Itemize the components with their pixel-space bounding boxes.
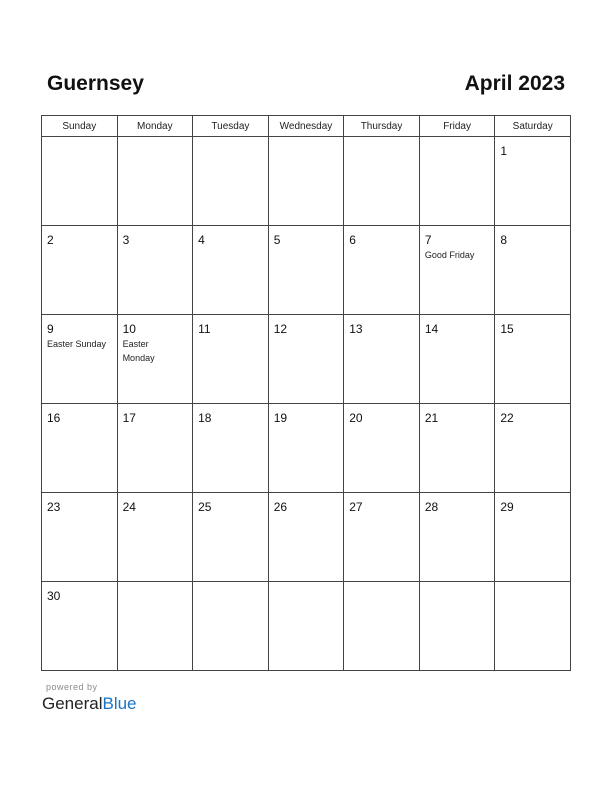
day-cell xyxy=(495,315,571,404)
day-cell xyxy=(268,493,344,582)
weekday-monday: Monday xyxy=(117,116,193,137)
day-number: 28 xyxy=(424,500,439,514)
day-number: 26 xyxy=(273,500,288,514)
empty-day-cell xyxy=(193,582,269,671)
day-cell xyxy=(268,226,344,315)
day-number: 11 xyxy=(198,322,211,336)
day-number: 19 xyxy=(273,411,288,425)
weekday-friday: Friday xyxy=(419,116,495,137)
empty-day-cell xyxy=(419,582,495,671)
day-number: 6 xyxy=(349,233,356,247)
weekday-saturday: Saturday xyxy=(495,116,571,137)
day-cell xyxy=(495,137,571,226)
day-cell xyxy=(42,315,118,404)
day-cell xyxy=(495,226,571,315)
brand-name-general: General xyxy=(42,694,103,713)
day-number: 30 xyxy=(47,589,61,603)
day-cell xyxy=(495,493,571,582)
day-number: 25 xyxy=(198,500,212,514)
weekday-header-row xyxy=(42,116,571,137)
calendar-grid xyxy=(41,115,571,671)
week-row xyxy=(42,404,571,493)
empty-day-cell xyxy=(42,137,118,226)
day-cell xyxy=(117,404,193,493)
day-cell xyxy=(344,315,420,404)
day-cell xyxy=(193,315,269,404)
day-cell xyxy=(117,315,193,404)
empty-day-cell xyxy=(117,582,193,671)
day-number: 2 xyxy=(47,233,54,247)
week-row xyxy=(42,582,571,671)
week-row xyxy=(42,137,571,226)
holiday-label: Easter Sunday xyxy=(47,339,107,349)
day-cell xyxy=(495,404,571,493)
day-number: 17 xyxy=(122,411,136,425)
day-cell xyxy=(42,404,118,493)
empty-day-cell xyxy=(117,137,193,226)
day-number: 18 xyxy=(198,411,212,425)
empty-day-cell xyxy=(495,582,571,671)
day-number: 22 xyxy=(500,411,514,425)
empty-day-cell xyxy=(268,137,344,226)
week-row xyxy=(42,493,571,582)
brand-name-blue: Blue xyxy=(102,694,137,713)
weekday-wednesday: Wednesday xyxy=(268,116,344,137)
day-number: 4 xyxy=(198,233,205,247)
day-cell xyxy=(419,226,495,315)
day-cell xyxy=(268,404,344,493)
weekday-thursday: Thursday xyxy=(344,116,420,137)
day-number: 5 xyxy=(273,233,281,247)
weekday-tuesday: Tuesday xyxy=(193,116,269,137)
day-number: 9 xyxy=(47,322,54,336)
day-number: 13 xyxy=(349,322,363,336)
day-cell xyxy=(419,493,495,582)
week-row xyxy=(42,315,571,404)
holiday-label: Easter Monday xyxy=(122,339,155,363)
day-cell xyxy=(344,226,420,315)
day-cell xyxy=(344,493,420,582)
region-title: Guernsey xyxy=(47,72,144,95)
day-cell xyxy=(117,226,193,315)
day-number: 15 xyxy=(500,322,514,336)
day-number: 16 xyxy=(47,411,61,425)
day-number: 20 xyxy=(349,411,363,425)
day-cell xyxy=(42,493,118,582)
week-row xyxy=(42,226,571,315)
day-cell xyxy=(117,493,193,582)
day-number: 8 xyxy=(500,233,508,247)
day-cell xyxy=(42,582,118,671)
day-cell xyxy=(419,315,495,404)
day-number: 27 xyxy=(349,500,363,514)
day-number: 10 xyxy=(122,322,136,336)
empty-day-cell xyxy=(344,582,420,671)
weekday-sunday: Sunday xyxy=(42,116,118,137)
day-number: 12 xyxy=(273,322,288,336)
powered-by-label: powered by xyxy=(46,682,98,692)
day-cell xyxy=(268,315,344,404)
empty-day-cell xyxy=(268,582,344,671)
day-number: 29 xyxy=(500,500,514,514)
day-cell xyxy=(42,226,118,315)
holiday-label: Good Friday xyxy=(424,250,475,260)
day-number: 21 xyxy=(424,411,439,425)
day-cell xyxy=(193,404,269,493)
month-title: April 2023 xyxy=(464,72,565,95)
day-number: 1 xyxy=(500,144,508,158)
day-number: 14 xyxy=(424,322,439,336)
day-cell xyxy=(419,404,495,493)
empty-day-cell xyxy=(193,137,269,226)
day-cell xyxy=(193,493,269,582)
day-cell xyxy=(193,226,269,315)
day-number: 24 xyxy=(122,500,136,514)
empty-day-cell xyxy=(344,137,420,226)
empty-day-cell xyxy=(419,137,495,226)
day-number: 23 xyxy=(47,500,61,514)
day-number: 3 xyxy=(122,233,130,247)
brand-logo[interactable] xyxy=(42,694,137,714)
day-cell xyxy=(344,404,420,493)
day-number: 7 xyxy=(424,233,432,247)
